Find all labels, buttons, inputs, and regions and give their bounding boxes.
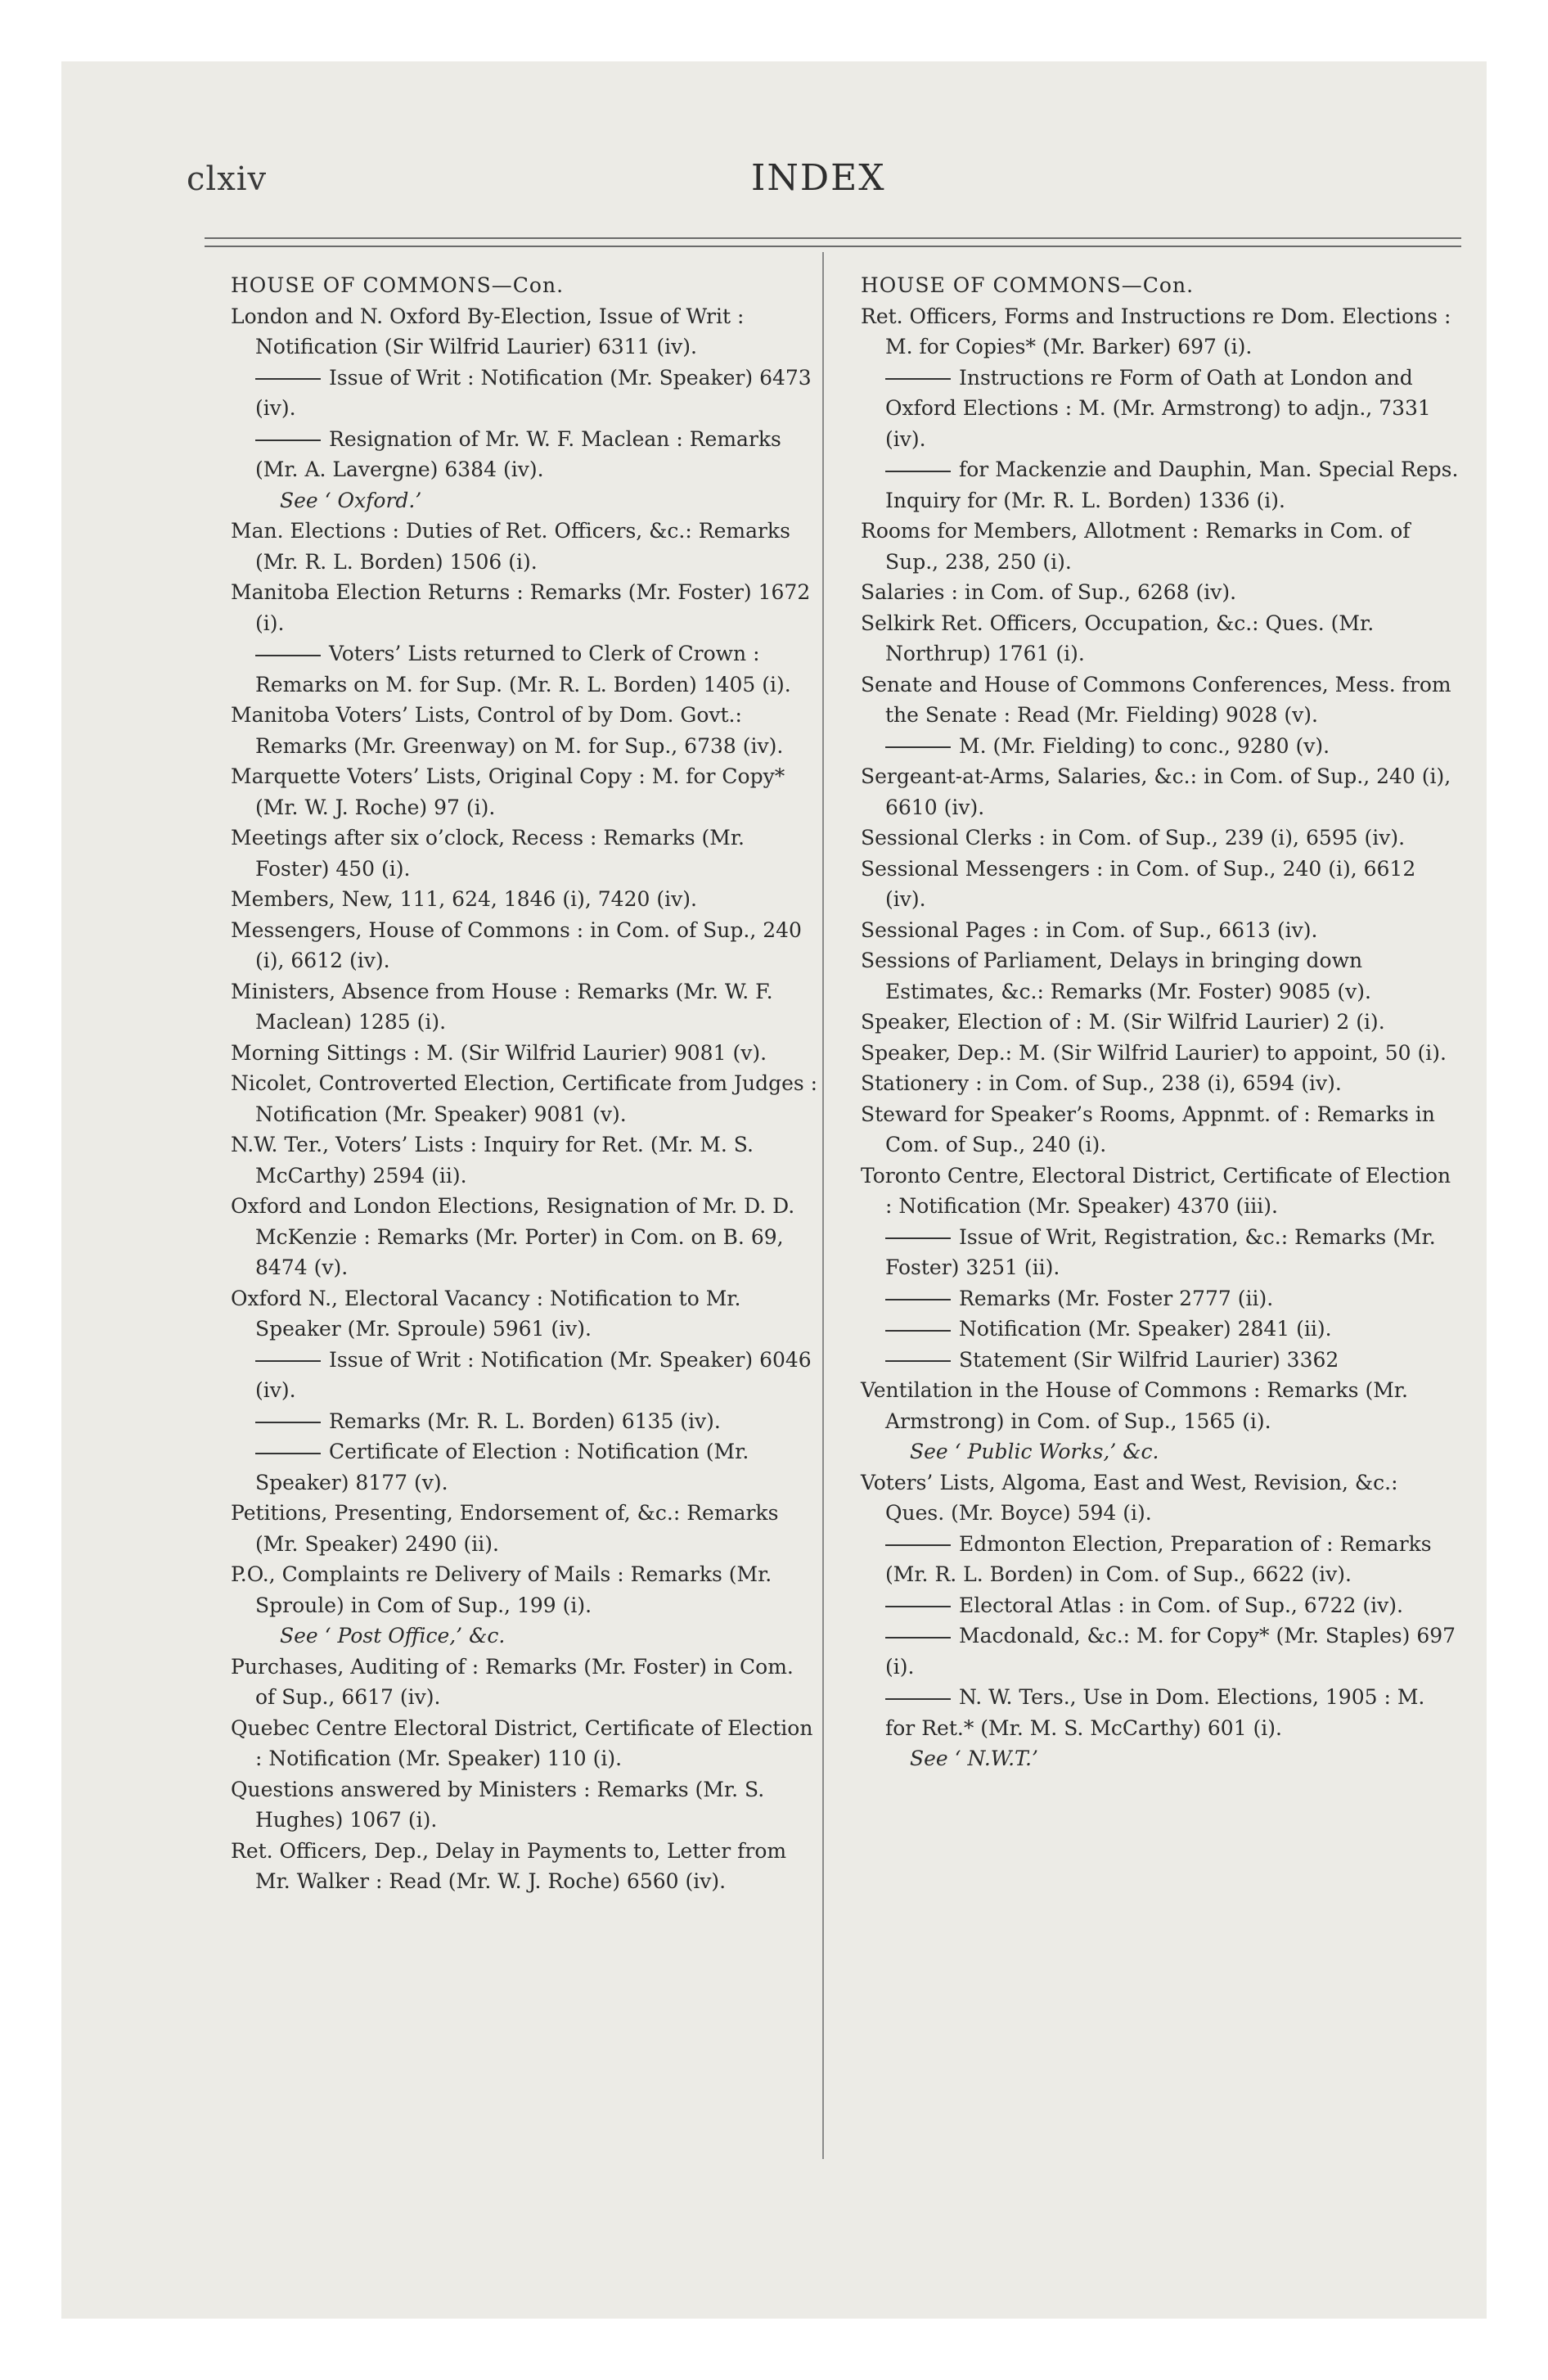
section-heading: HOUSE OF COMMONS—Con.: [861, 273, 1195, 297]
index-entry: Salaries : in Com. of Sup., 6268 (iv).: [861, 580, 1237, 604]
index-subentry: Notification (Mr. Speaker) 2841 (ii).: [861, 1314, 1460, 1345]
index-entry: Sessional Messengers : in Com. of Sup., 240 (i), 6612 (iv).: [861, 856, 1416, 911]
index-subentry: Resignation of Mr. W. F. Maclean : Remarks (Mr. A. Lavergne) 6384 (iv).: [255, 426, 781, 481]
dash-rule: [885, 746, 951, 748]
index-subentry: N. W. Ters., Use in Dom. Elections, 1905 : M. for Ret.* (Mr. M. S. McCarthy) 601 (i).: [885, 1685, 1425, 1740]
index-entry: Rooms for Members, Allotment : Remarks in Com. of Sup., 238, 250 (i).: [861, 519, 1411, 574]
dash-rule: [885, 1606, 951, 1607]
index-subentry: Remarks (Mr. R. L. Borden) 6135 (iv).: [231, 1406, 820, 1437]
index-entry: Sessional Clerks : in Com. of Sup., 239 (i), 6595 (iv).: [861, 826, 1406, 850]
index-entry: Ret. Officers, Dep., Delay in Payments to, Letter from Mr. Walker : Read (Mr. W. J. Roche) 6560 (iv).: [231, 1838, 787, 1893]
index-subentry: Electoral Atlas : in Com. of Sup., 6722 (iv).: [861, 1590, 1460, 1621]
index-entry: Ministers, Absence from House : Remarks (Mr. W. F. Maclean) 1285 (i).: [231, 979, 773, 1034]
dash-rule: [885, 1698, 951, 1700]
index-entry: Morning Sittings : M. (Sir Wilfrid Laurier) 9081 (v).: [231, 1040, 767, 1065]
index-subentry: Statement (Sir Wilfrid Laurier) 3362: [861, 1345, 1460, 1376]
page-title: INDEX: [751, 157, 886, 199]
index-entry: Toronto Centre, Electoral District, Certificate of Election : Notification (Mr. Speaker) 4370 (iii).: [861, 1163, 1451, 1218]
index-entry: Manitoba Voters’ Lists, Control of by Dom. Govt.: Remarks (Mr. Greenway) on M. for Sup., 6738 (iv).: [231, 703, 784, 758]
dash-rule: [885, 1237, 951, 1239]
dash-rule: [255, 655, 321, 656]
index-entry: London and N. Oxford By-Election, Issue of Writ : Notification (Sir Wilfrid Laurier) 6311 (iv).: [231, 304, 745, 358]
index-entry: Man. Elections : Duties of Ret. Officers, &c.: Remarks (Mr. R. L. Borden) 1506 (i).: [231, 519, 790, 574]
index-subentry: M. (Mr. Fielding) to conc., 9280 (v).: [861, 731, 1460, 762]
dash-rule: [885, 1637, 951, 1639]
index-entry: Manitoba Election Returns : Remarks (Mr. Foster) 1672 (i).: [231, 580, 811, 635]
index-entry: Messengers, House of Commons : in Com. of Sup., 240 (i), 6612 (iv).: [231, 917, 802, 972]
index-entry: Quebec Centre Electoral District, Certificate of Election : Notification (Mr. Speaker) 110 (i).: [231, 1715, 813, 1770]
dash-rule: [885, 378, 951, 380]
column-divider: [822, 252, 824, 2159]
index-entry: Ret. Officers, Forms and Instructions re Dom. Elections : M. for Copies* (Mr. Barker) 697 (i).: [861, 304, 1451, 358]
see-reference: See ‘ N.W.T.’: [910, 1747, 1038, 1770]
index-subentry: Certificate of Election : Notification (Mr. Speaker) 8177 (v).: [255, 1440, 749, 1494]
index-subentry: for Mackenzie and Dauphin, Man. Special Reps. Inquiry for (Mr. R. L. Borden) 1336 (i).: [885, 458, 1459, 512]
index-entry: Selkirk Ret. Officers, Occupation, &c.: Ques. (Mr. Northrup) 1761 (i).: [861, 611, 1375, 665]
index-entry: Oxford N., Electoral Vacancy : Notification to Mr. Speaker (Mr. Sproule) 5961 (iv).: [231, 1286, 741, 1341]
index-entry: N.W. Ter., Voters’ Lists : Inquiry for Ret. (Mr. M. S. McCarthy) 2594 (ii).: [231, 1133, 754, 1188]
index-entry: Marquette Voters’ Lists, Original Copy : M. for Copy* (Mr. W. J. Roche) 97 (i).: [231, 764, 785, 819]
index-entry: Purchases, Auditing of : Remarks (Mr. Foster) in Com. of Sup., 6617 (iv).: [231, 1654, 794, 1709]
index-subentry: Issue of Writ : Notification (Mr. Speaker) 6046 (iv).: [255, 1347, 812, 1402]
index-entry: Speaker, Election of : M. (Sir Wilfrid Laurier) 2 (i).: [861, 1010, 1385, 1034]
index-subentry: Macdonald, &c.: M. for Copy* (Mr. Staples) 697 (i).: [885, 1624, 1456, 1679]
section-heading: HOUSE OF COMMONS—Con.: [231, 273, 565, 297]
index-entry: Speaker, Dep.: M. (Sir Wilfrid Laurier) to appoint, 50 (i).: [861, 1040, 1447, 1065]
index-entry: Nicolet, Controverted Election, Certificate from Judges : Notification (Mr. Speaker) 9081 (v).: [231, 1071, 818, 1126]
index-subentry: Issue of Writ : Notification (Mr. Speaker) 6473 (iv).: [255, 365, 812, 420]
header-rule-top: [205, 237, 1461, 239]
dash-rule: [885, 471, 951, 472]
dash-rule: [255, 439, 321, 441]
dash-rule: [255, 1360, 321, 1362]
index-entry: Voters’ Lists, Algoma, East and West, Revision, &c.: Ques. (Mr. Boyce) 594 (i).: [861, 1470, 1398, 1525]
index-entry: Senate and House of Commons Conferences, Mess. from the Senate : Read (Mr. Fielding) 9028 (v).: [861, 672, 1451, 727]
index-entry: Petitions, Presenting, Endorsement of, &c.: Remarks (Mr. Speaker) 2490 (ii).: [231, 1501, 779, 1556]
index-entry: Ventilation in the House of Commons : Remarks (Mr. Armstrong) in Com. of Sup., 1565 (i).: [861, 1378, 1408, 1433]
left-column: [231, 270, 820, 1897]
index-subentry: Instructions re Form of Oath at London and Oxford Elections : M. (Mr. Armstrong) to adjn., 7331 (iv).: [885, 365, 1431, 451]
header-rule-bottom: [205, 246, 1461, 247]
index-entry: Meetings after six o’clock, Recess : Remarks (Mr. Foster) 450 (i).: [231, 826, 745, 881]
dash-rule: [885, 1544, 951, 1546]
dash-rule: [885, 1299, 951, 1300]
see-reference: See ‘ Public Works,’ &c.: [910, 1440, 1159, 1463]
index-subentry: Remarks (Mr. Foster 2777 (ii).: [861, 1283, 1460, 1314]
page-number: clxiv: [187, 160, 268, 198]
index-entry: Stationery : in Com. of Sup., 238 (i), 6594 (iv).: [861, 1071, 1342, 1095]
index-subentry: Issue of Writ, Registration, &c.: Remarks (Mr. Foster) 3251 (ii).: [885, 1224, 1436, 1279]
right-column: [861, 270, 1460, 1774]
dash-rule: [255, 378, 321, 380]
index-entry: Sessions of Parliament, Delays in bringing down Estimates, &c.: Remarks (Mr. Foster) 9085 (v).: [861, 949, 1371, 1003]
dash-rule: [255, 1422, 321, 1423]
index-subentry: Voters’ Lists returned to Clerk of Crown : Remarks on M. for Sup. (Mr. R. L. Borden) 1405 (i).: [255, 642, 791, 696]
dash-rule: [885, 1360, 951, 1362]
index-entry: Oxford and London Elections, Resignation of Mr. D. D. McKenzie : Remarks (Mr. Porter) in Com. on B. 69, 8474 (v).: [231, 1194, 795, 1279]
index-entry: Sergeant-at-Arms, Salaries, &c.: in Com. of Sup., 240 (i), 6610 (iv).: [861, 764, 1451, 819]
see-reference: See ‘ Oxford.’: [280, 488, 422, 512]
index-entry: Sessional Pages : in Com. of Sup., 6613 (iv).: [861, 917, 1318, 942]
index-entry: Questions answered by Ministers : Remarks (Mr. S. Hughes) 1067 (i).: [231, 1777, 765, 1832]
dash-rule: [885, 1330, 951, 1332]
dash-rule: [255, 1453, 321, 1454]
see-reference: See ‘ Post Office,’ &c.: [280, 1624, 506, 1648]
index-entry: P.O., Complaints re Delivery of Mails : Remarks (Mr. Sproule) in Com of Sup., 199 (i).: [231, 1562, 772, 1617]
index-entry: Members, New, 111, 624, 1846 (i), 7420 (iv).: [231, 887, 697, 911]
index-subentry: Edmonton Election, Preparation of : Remarks (Mr. R. L. Borden) in Com. of Sup., 6622 (iv).: [885, 1531, 1432, 1586]
index-entry: Steward for Speaker’s Rooms, Appnmt. of : Remarks in Com. of Sup., 240 (i).: [861, 1102, 1435, 1156]
